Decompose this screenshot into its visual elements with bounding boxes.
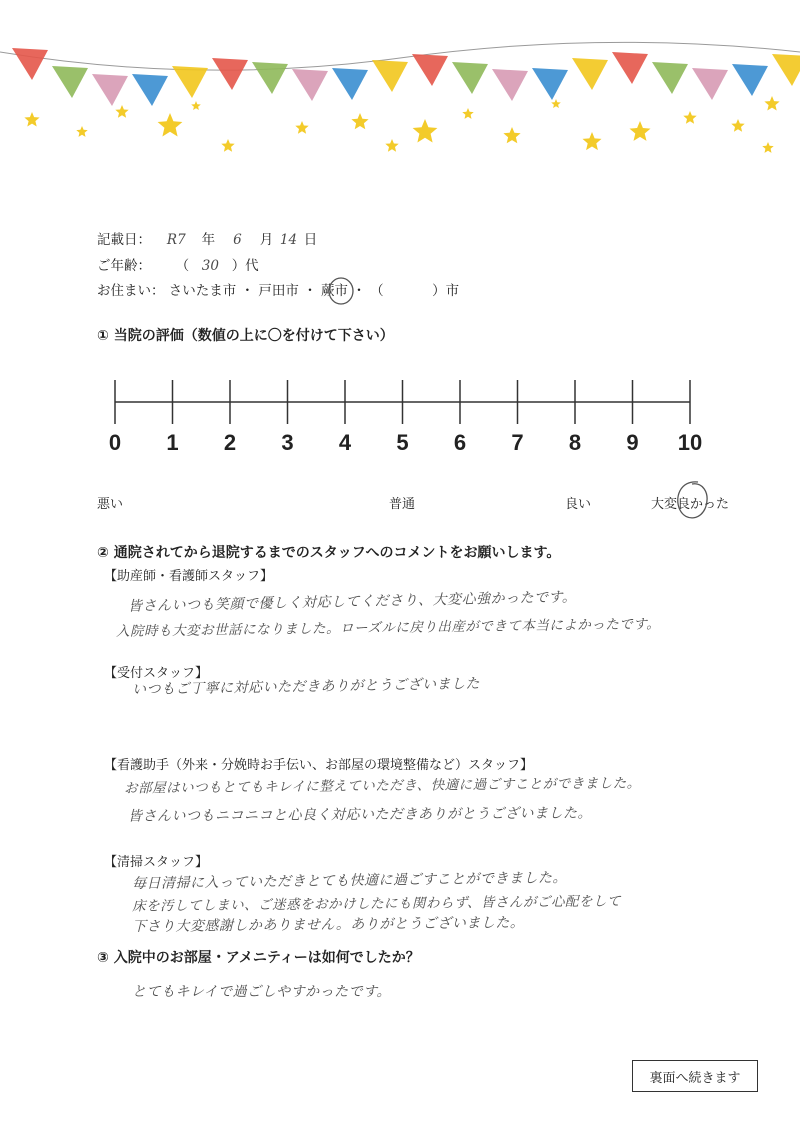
section1-title: ① 当院の評価（数値の上に〇を付けて下さい） <box>97 328 394 344</box>
cleaning-label: 【清掃スタッフ】 <box>104 855 209 870</box>
bunting-flag <box>492 69 528 101</box>
bunting-flag <box>772 54 800 86</box>
residence-option-toda: 戸田市 <box>258 283 299 299</box>
bunting-flag <box>692 68 728 100</box>
midwife-comment-line-1: 皆さんいつも笑顔で優しく対応してくださり、大変心強かったです。 <box>127 589 577 615</box>
assistant-label: 【看護助手（外来・分娩時お手伝い、お部屋の環境整備など）スタッフ】 <box>104 758 534 773</box>
residence-option-saitama: さいたま市 <box>168 283 237 299</box>
bunting-decoration <box>0 0 800 170</box>
cleaning-comment-line-1: 毎日清掃に入っていただきとても快適に過ごすことができました。 <box>131 869 568 893</box>
section2-title: ② 通院されてから退院するまでのスタッフへのコメントをお願いします。 <box>97 545 561 561</box>
star-icon <box>351 113 368 129</box>
bunting-flag <box>132 74 168 106</box>
scale-number-6: 6 <box>453 430 467 455</box>
star-icon <box>295 121 308 134</box>
age-suffix: ）代 <box>231 258 259 274</box>
star-icon <box>413 119 438 143</box>
day-label: 日 <box>303 232 318 248</box>
star-icon <box>762 142 773 153</box>
residence-circle-mark <box>324 274 364 308</box>
scale-number-7: 7 <box>511 430 524 455</box>
scale-label-bad: 悪い <box>97 497 124 512</box>
bunting-flag <box>412 54 448 86</box>
star-icon <box>24 112 39 127</box>
bunting-flag <box>212 58 248 90</box>
cleaning-comment-line-2: 床を汚してしまい、ご迷惑をおかけしたにも関わらず、皆さんがご心配をして <box>131 893 622 915</box>
star-icon <box>191 101 201 110</box>
date-label: 記載日： <box>97 232 151 248</box>
date-line <box>97 230 317 250</box>
rating-circle-mark <box>668 476 714 526</box>
star-icon <box>630 121 651 141</box>
bunting-flag <box>532 68 568 100</box>
scale-number-0: 0 <box>108 430 122 455</box>
assistant-comment-line-1: お部屋はいつもとてもキレイに整えていただき、快適に過ごすことができました。 <box>123 775 641 797</box>
age-value: 30 <box>201 258 219 274</box>
star-icon <box>583 132 602 150</box>
continue-label: 裏面へ続きます <box>649 1070 741 1086</box>
date-era-value: R7 <box>166 232 186 248</box>
cleaning-comment-line-3: 下さり大変感謝しかありません。ありがとうございました。 <box>131 914 525 936</box>
star-icon <box>462 108 473 119</box>
star-icon <box>683 111 696 124</box>
reception-comment-line-1: いつもご丁寧に対応いただきありがとうございました <box>131 675 481 699</box>
midwife-label: 【助産師・看護師スタッフ】 <box>104 569 274 584</box>
scale-number-9: 9 <box>626 430 639 455</box>
scale-number-5: 5 <box>396 430 409 455</box>
scale-number-3: 3 <box>281 430 294 455</box>
bunting-flag <box>732 64 768 96</box>
rating-scale <box>105 372 705 472</box>
rating-scale-line <box>105 372 705 432</box>
bunting-flag <box>572 58 608 90</box>
scale-number-1: 1 <box>166 430 179 455</box>
bunting-flag <box>372 60 408 92</box>
bunting-flag <box>332 68 368 100</box>
bunting-flag <box>92 74 128 106</box>
bunting-flag <box>12 48 48 80</box>
residence-option-warabi: 蕨市 <box>320 283 348 299</box>
age-label: ご年齢： <box>97 258 151 274</box>
scale-number-2: 2 <box>223 430 237 455</box>
month-label: 月 <box>259 232 274 248</box>
day-value: 14 <box>279 232 298 248</box>
continue-on-back-box <box>632 1060 758 1092</box>
scale-label-normal: 普通 <box>389 497 416 512</box>
star-icon <box>731 119 744 132</box>
star-icon <box>503 127 520 143</box>
bunting-flag <box>52 66 88 98</box>
bunting-flag <box>452 62 488 94</box>
bunting-flag <box>172 66 208 98</box>
star-icon <box>76 126 87 137</box>
section3-comment-line-1: とてもキレイで過ごしやすかったです。 <box>132 984 392 1000</box>
star-icon <box>385 139 398 152</box>
scale-number-10: 10 <box>677 430 703 455</box>
star-icon <box>551 99 561 108</box>
star-icon <box>115 105 128 118</box>
reception-label: 【受付スタッフ】 <box>104 666 209 681</box>
scale-number-4: 4 <box>338 430 352 455</box>
residence-other-close: ）市 <box>432 283 460 299</box>
star-icon <box>764 96 779 111</box>
midwife-comment-line-2: 入院時も大変お世話になりました。ローズルに戻り出産ができて本当によかったです。 <box>115 616 661 640</box>
year-label: 年 <box>201 232 216 248</box>
month-value: 6 <box>233 232 242 248</box>
bunting-flag <box>252 62 288 94</box>
bunting-flag <box>652 62 688 94</box>
residence-other-open: （ <box>370 283 384 299</box>
residence-line: お住まい： さいたま市 ・ 戸田市 ・ 蕨市 ・ （ ）市 <box>97 283 460 299</box>
age-line <box>97 256 259 276</box>
residence-label: お住まい： <box>97 283 165 299</box>
star-icon <box>221 139 234 152</box>
scale-number-8: 8 <box>568 430 582 455</box>
scale-label-good: 良い <box>565 497 592 512</box>
section3-title: ③ 入院中のお部屋・アメニティーは如何でしたか？ <box>97 950 420 966</box>
scale-label-very-good: 大変良かった <box>651 497 730 512</box>
bunting-flag <box>292 69 328 101</box>
star-icon <box>158 113 183 137</box>
bunting-flag <box>612 52 648 84</box>
assistant-comment-line-2: 皆さんいつもニコニコと心良く対応いただきありがとうございました。 <box>127 805 593 825</box>
age-open: （ <box>175 258 190 274</box>
